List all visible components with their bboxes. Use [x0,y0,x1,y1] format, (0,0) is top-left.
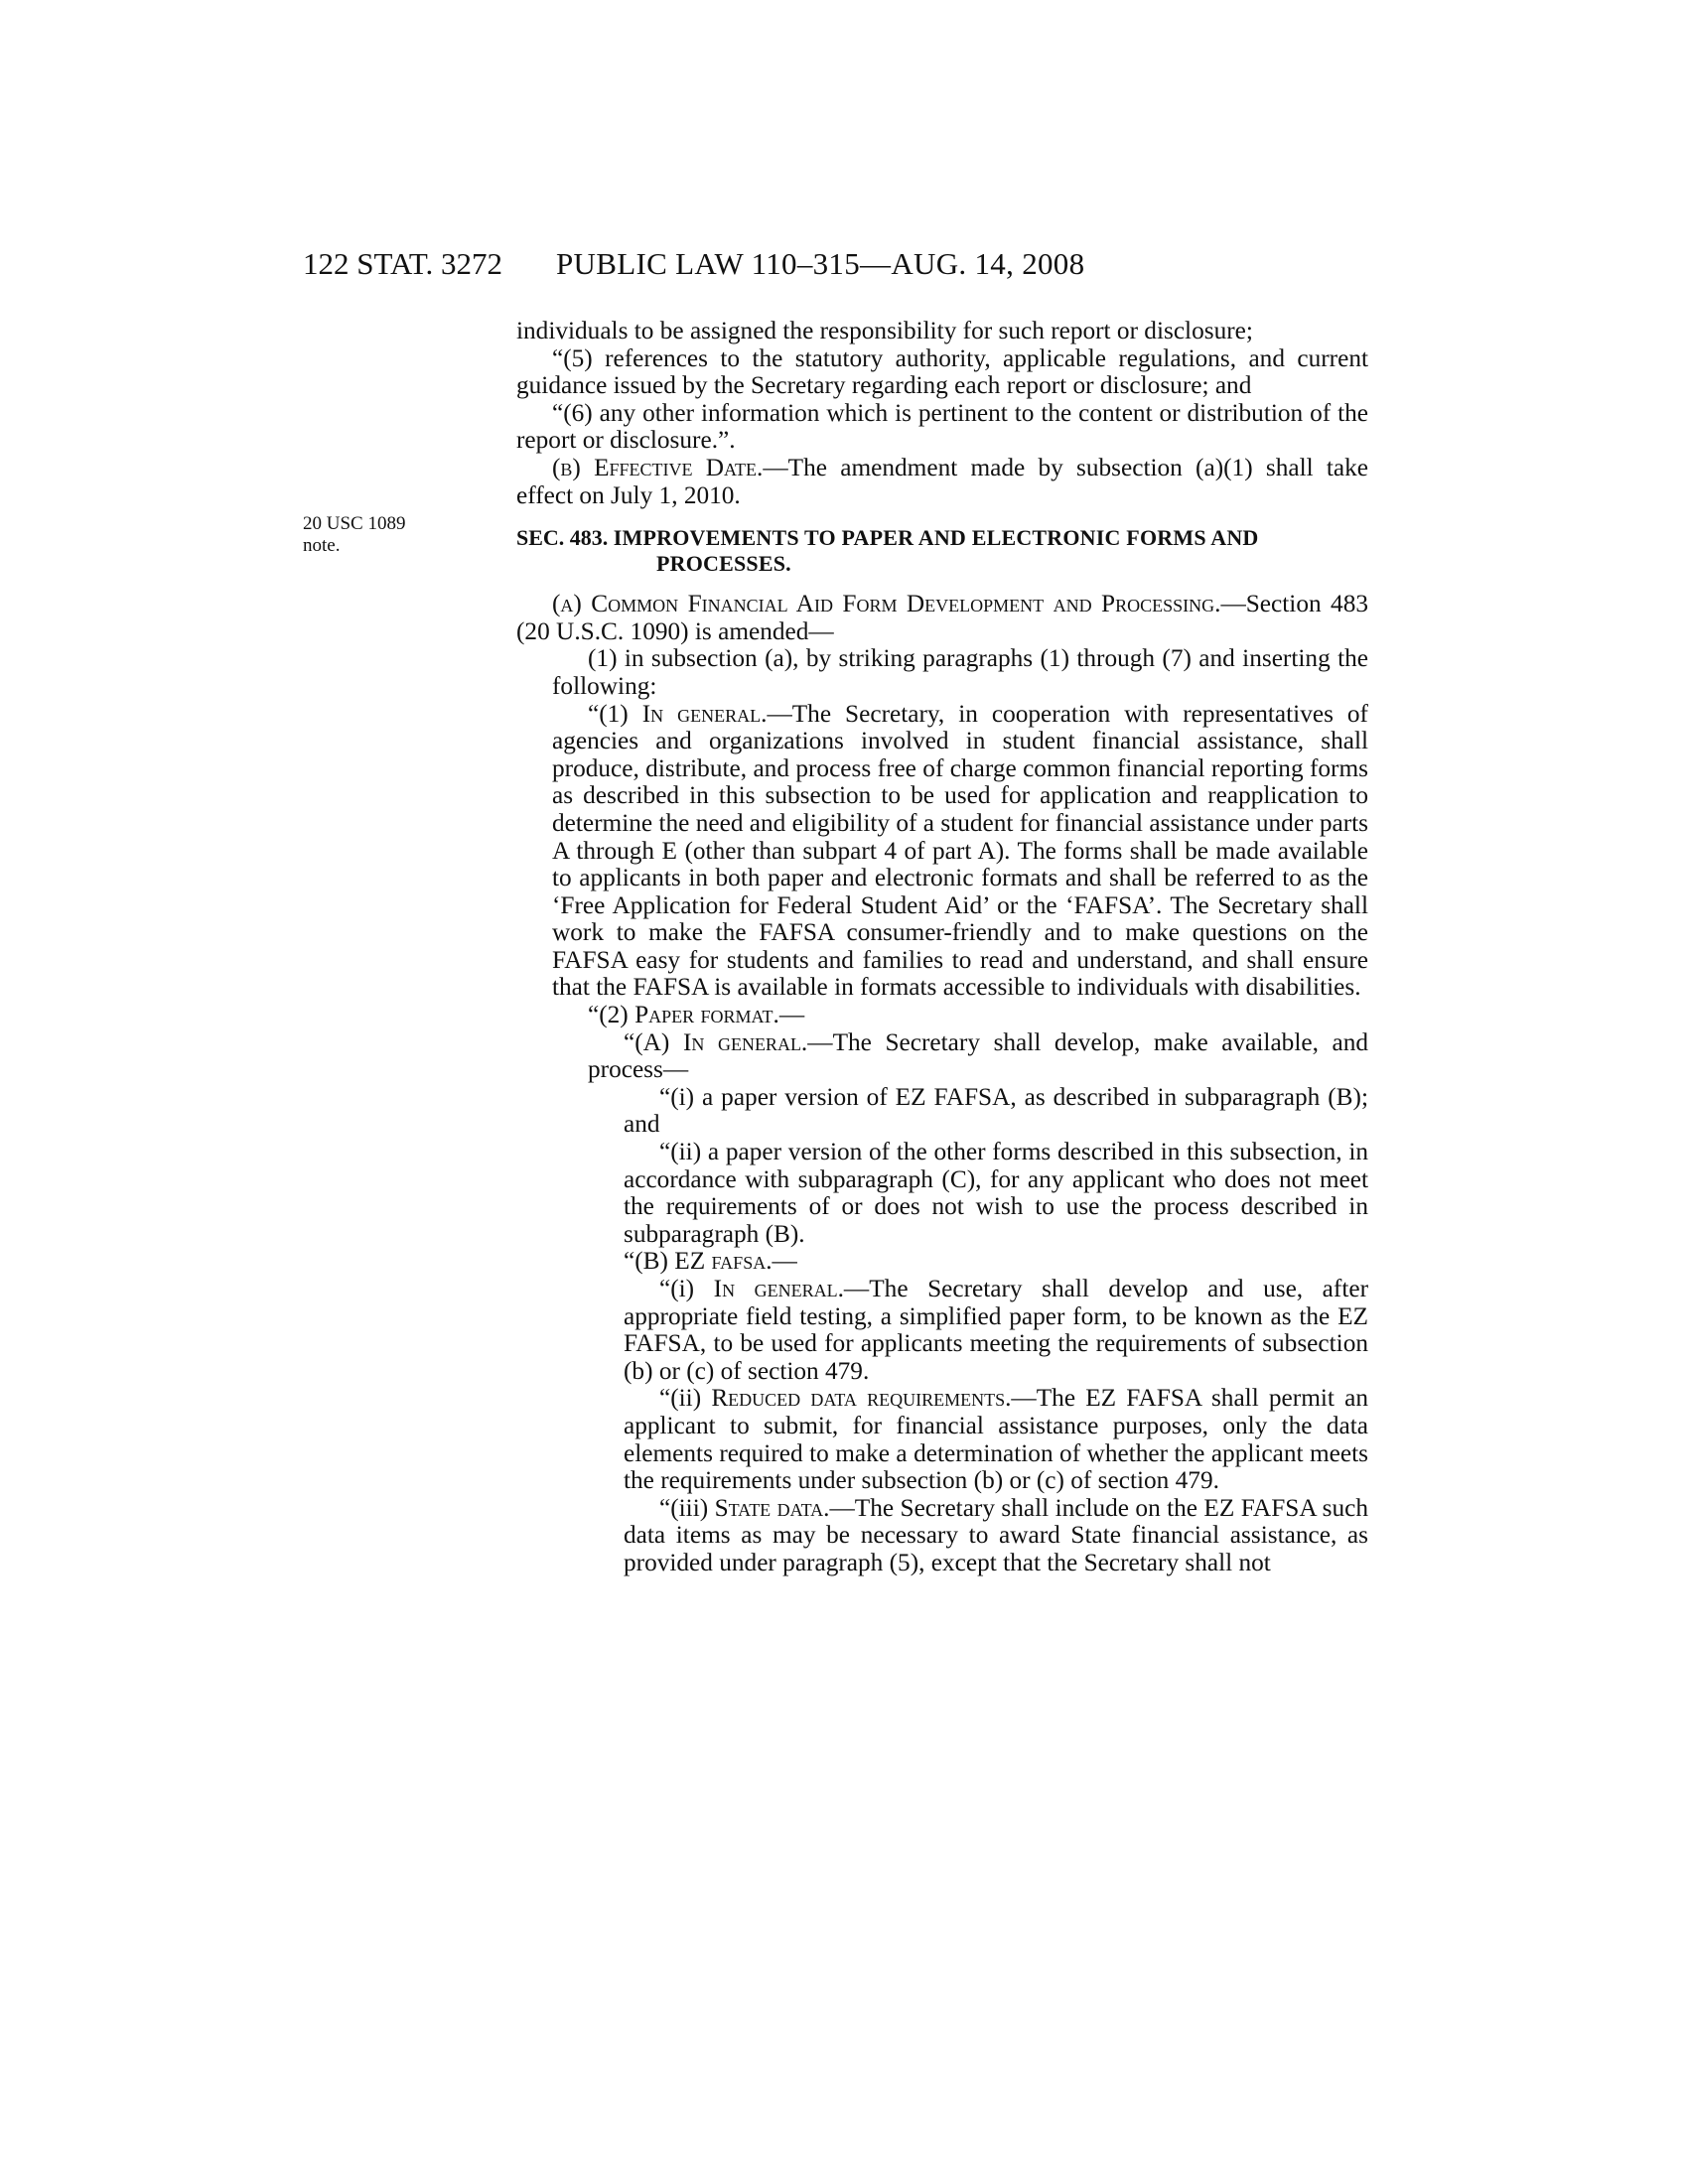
section-heading [516,525,1368,577]
clause-b-i [516,1276,1368,1385]
clause-b-ii [516,1385,1368,1494]
clause-b-ii-text: —The EZ FAFSA shall permit an applicant to submit, for financial assistance purposes, only the data elements required to make a determination of whether the applicant meets the requirements under subsection (b) or (c) of section 479. [624,1384,1368,1495]
law-title: PUBLIC LAW 110–315—AUG. 14, 2008 [556,246,1085,281]
subsection-a-text: —Section 483 (20 U.S.C. 1090) is amended— [516,590,1368,645]
margin-note-citation: 20 USC 1089 [303,513,406,534]
effective-date-paragraph [516,455,1368,509]
subparagraph-a-text: —The Secretary shall develop, make available, and process— [588,1027,1369,1084]
section-title: IMPROVEMENTS TO PAPER AND ELECTRONIC FORMS AND PROCESSES. [613,525,1259,577]
effective-date-heading: (b) Effective Date. [552,453,764,481]
paragraph-1-heading: In general. [641,699,768,728]
margin-note-suffix: note. [303,535,341,556]
subparagraph-b-text: — [772,1247,797,1276]
clause-b-iii-heading: State data. [714,1493,830,1522]
paragraph-6: “(6) any other information which is pertinent to the content or distribution of the report or disclosure.”. [516,398,1368,455]
page-reference: 122 STAT. 3272 [303,246,503,281]
clause-b-ii-heading: Reduced data requirements. [711,1384,1012,1413]
paragraph-2-text: — [778,1001,805,1029]
subparagraph-a [516,1029,1368,1084]
clause-b-i-number: “(i) [659,1275,714,1302]
body-text [516,318,1368,1577]
running-head [303,246,1360,290]
paragraph-2-heading: Paper format. [634,1001,779,1029]
amendment-1: (1) in subsection (a), by striking paragraphs (1) through (7) and inserting the following: [552,644,1368,700]
clause-a-i: “(i) a paper version of EZ FAFSA, as described in subparagraph (B); and [624,1082,1368,1139]
subparagraph-b-number: “(B) [624,1247,675,1276]
section-number: SEC. 483. [516,525,609,551]
effective-date-text: —The amendment made by subsection (a)(1) shall take effect on July 1, 2010. [516,453,1368,509]
paragraph-1-text: —The Secretary, in cooperation with representatives of agencies and organizations involved in student financial assistance, shall produce, distribute, and process free of charge common financial reporting forms as described in this subsection to be used for application and reapplication to determine the need and eligibility of a student for financial assistance under parts A through E (other than subpart 4 of part A). The forms shall be made available to applicants in both paper and electronic formats and shall be referred to as the ‘Free Application for Federal Student Aid’ or the ‘FAFSA’. The Secretary shall work to make the FAFSA consumer-friendly and to make questions on the FAFSA easy for students and families to read and understand, and shall ensure that the FAFSA is available in formats accessible to individuals with disabilities. [552,699,1368,1002]
subparagraph-a-heading: In general. [682,1027,808,1056]
clause-a-ii: “(ii) a paper version of the other forms described in this subsection, in accordance with subparagraph (C), for any applicant who does not meet the requirements of or does not wish to use the process described in subparagraph (B). [624,1138,1368,1248]
subparagraph-b-heading: EZ fafsa. [674,1247,773,1276]
clause-b-iii [516,1495,1368,1577]
paragraph-1-number: “(1) [588,699,642,728]
clause-b-i-heading: In general. [713,1275,844,1302]
paragraph-5: “(5) references to the statutory authority, applicable regulations, and current guidance issued by the Secretary regarding each report or disclosure; and [516,343,1368,400]
clause-b-ii-number: “(ii) [659,1384,712,1413]
paragraph-1-in-general [516,701,1368,1003]
paragraph-2-paper-format [516,1002,1368,1029]
margin-note [303,513,452,557]
subsection-a [516,591,1368,645]
paragraph-2-number: “(2) [588,1001,635,1029]
clause-b-i-text: —The Secretary shall develop and use, after appropriate field testing, a simplified paper form, to be known as the EZ FAFSA, to be used for applicants meeting the requirements of subsection (b) or (c) of section 479. [624,1275,1368,1385]
subparagraph-a-number: “(A) [624,1027,683,1056]
paragraph-continuation: individuals to be assigned the responsibility for such report or disclosure; [516,317,1253,344]
subparagraph-b [516,1248,1368,1276]
clause-b-iii-text: —The Secretary shall include on the EZ FAFSA such data items as may be necessary to award State financial assistance, as provided under paragraph (5), except that the Secretary shall not [624,1493,1368,1576]
clause-b-iii-number: “(iii) [659,1493,715,1522]
subsection-a-heading: (a) Common Financial Aid Form Development and Processing. [552,590,1221,618]
